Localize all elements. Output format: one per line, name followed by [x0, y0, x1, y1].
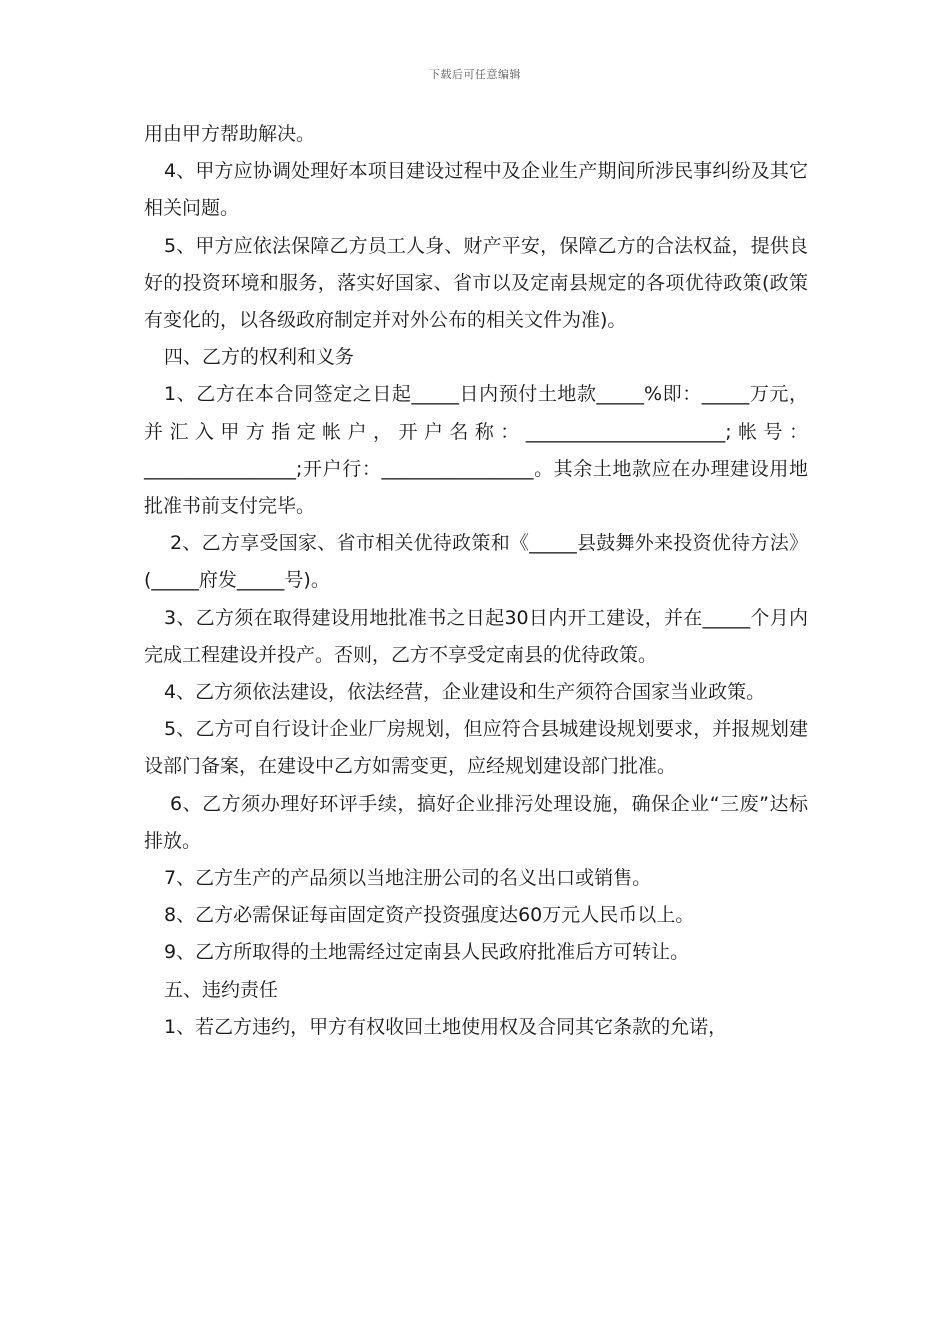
- paragraph: 3、乙方须在取得建设用地批准书之日起30日内开工建设，并在_____个月内完成工程建设并投产。否则，乙方不享受定南县的优待政策。: [144, 606, 808, 666]
- paragraph: 7、乙方生产的产品须以当地注册公司的名义出口或销售。: [164, 867, 652, 890]
- paragraph: 用由甲方帮助解决。: [144, 123, 316, 145]
- section-heading: 五、违约责任: [164, 978, 279, 1001]
- page-header-note: 下载后可任意编辑: [429, 68, 521, 81]
- paragraph: 4、乙方须依法建设，依法经营，企业建设和生产须符合国家当业政策。: [164, 681, 766, 704]
- paragraph: 9、乙方所取得的土地需经过定南县人民政府批准后方可转让。: [164, 941, 690, 964]
- paragraph: 5、甲方应依法保障乙方员工人身、财产平安，保障乙方的合法权益，提供良好的投资环境和服务，落实好国家、省市以及定南县规定的各项优待政策(政策有变化的，以各级政府制定并对外公布的相关文件为准)。: [144, 234, 808, 332]
- paragraph: 6、乙方须办理好环评手续，搞好企业排污处理设施，确保企业“三废”达标排放。: [144, 792, 808, 852]
- paragraph: 4、甲方应协调处理好本项目建设过程中及企业生产期间所涉民事纠纷及其它相关问题。: [144, 160, 808, 220]
- paragraph: 2、乙方享受国家、省市相关优待政策和《_____县鼓舞外来投资优待方法》(_____府发_____号)。: [144, 532, 808, 592]
- paragraph: 1、若乙方违约，甲方有权收回土地使用权及合同其它条款的允诺，: [164, 1015, 728, 1038]
- section-heading: 四、乙方的权利和义务: [164, 346, 355, 369]
- document-body: [144, 116, 808, 1046]
- paragraph: 8、乙方必需保证每亩固定资产投资强度达60万元人民币以上。: [164, 904, 695, 927]
- paragraph: 1、乙方在本合同签定之日起_____日内预付土地款_____%即：_____万元，并汇入甲方指定帐户，开户名称：_____________________;帐号：________________;开户行：________________。其余土地款应在办理建设用地批准书前支付完毕。: [144, 383, 808, 518]
- paragraph: 5、乙方可自行设计企业厂房规划，但应符合县城建设规划要求，并报规划建设部门备案，在建设中乙方如需变更，应经规划建设部门批准。: [144, 718, 808, 778]
